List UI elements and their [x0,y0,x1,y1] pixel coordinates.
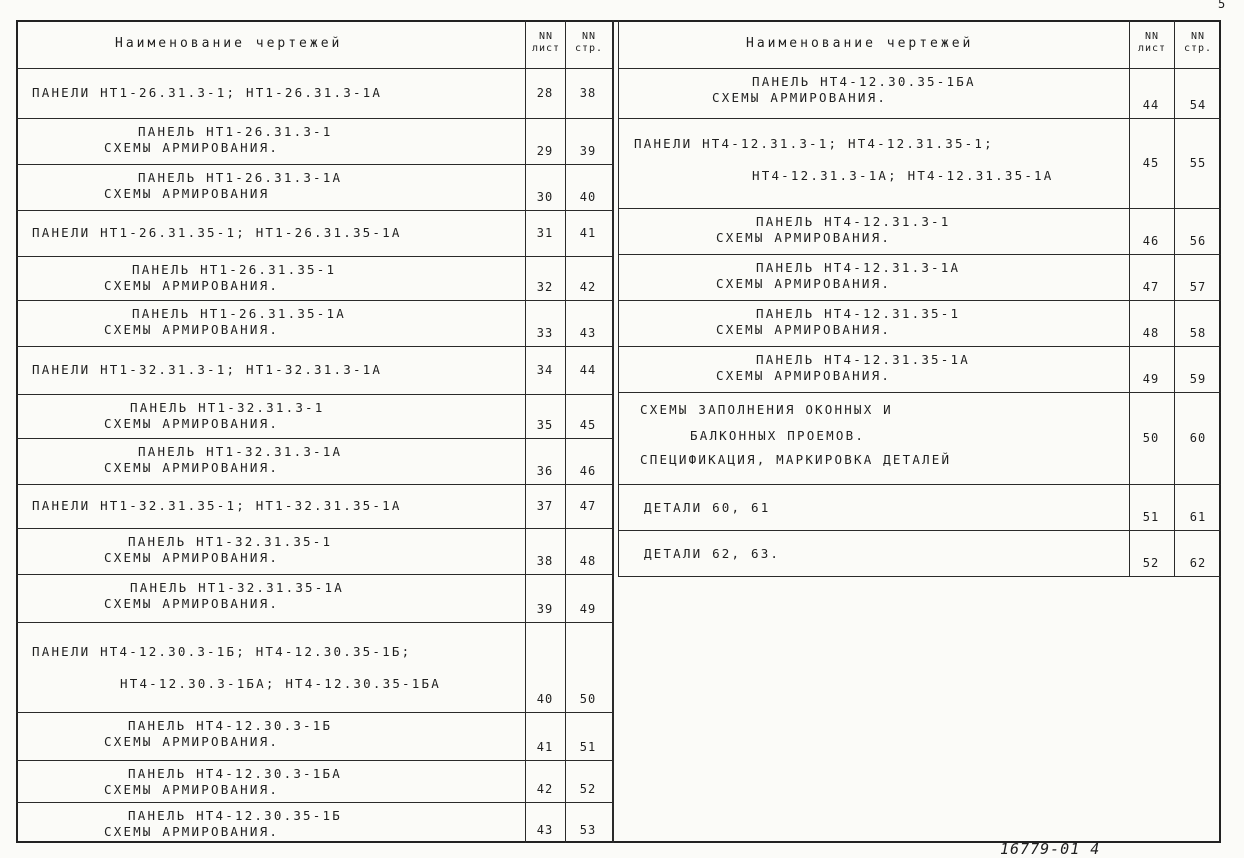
right-row-divider [618,530,1221,531]
left-row-divider [16,346,612,347]
left-row-sheet-number: 36 [536,464,554,478]
left-row-page-number: 53 [579,823,597,837]
right-row-title: ПАНЕЛЬ НТ4-12.31.3-1 [756,214,951,229]
left-row-page-number: 43 [579,326,597,340]
left-header-sheet: NN лист [531,31,561,54]
right-row-subtitle: НТ4-12.31.3-1А; НТ4-12.31.35-1А [752,168,1054,183]
left-row-subtitle: СХЕМЫ АРМИРОВАНИЯ. [104,460,280,475]
left-row-page-number: 50 [579,692,597,706]
left-row-sheet-number: 35 [536,418,554,432]
left-row-subtitle: СХЕМЫ АРМИРОВАНИЯ. [104,278,280,293]
middle-divider [612,20,614,843]
right-header-name: Наименование чертежей [746,36,974,51]
right-header-page: NN стр. [1183,31,1213,54]
right-row-page-number: 56 [1189,234,1207,248]
left-row-sheet-number: 31 [536,226,554,240]
left-row-page-number: 47 [579,499,597,513]
left-row-subtitle: СХЕМЫ АРМИРОВАНИЯ. [104,824,280,839]
left-row-sheet-number: 40 [536,692,554,706]
right-row-divider [618,208,1221,209]
right-row-subtitle: СХЕМЫ АРМИРОВАНИЯ. [716,368,892,383]
right-row-sheet-number: 45 [1142,156,1160,170]
right-col-divider-2 [1174,20,1175,576]
left-row-subtitle: СХЕМЫ АРМИРОВАНИЯ. [104,140,280,155]
right-row-sheet-number: 52 [1142,556,1160,570]
left-row-sheet-number: 32 [536,280,554,294]
left-row-page-number: 38 [579,86,597,100]
left-row-page-number: 41 [579,226,597,240]
left-row-subtitle: СХЕМЫ АРМИРОВАНИЯ. [104,596,280,611]
left-row-sheet-number: 33 [536,326,554,340]
right-row-subtitle: СХЕМЫ АРМИРОВАНИЯ. [716,322,892,337]
left-row-divider [16,528,612,529]
left-row-sheet-number: 37 [536,499,554,513]
right-row-sheet-number: 51 [1142,510,1160,524]
left-row-divider [16,300,612,301]
left-row-divider [16,394,612,395]
right-row-divider [618,484,1221,485]
left-row-page-number: 51 [579,740,597,754]
right-row-page-number: 62 [1189,556,1207,570]
left-row-subtitle: СХЕМЫ АРМИРОВАНИЯ. [104,416,280,431]
left-row-sheet-number: 38 [536,554,554,568]
right-row-sheet-number: 46 [1142,234,1160,248]
right-row-divider [618,392,1221,393]
left-row-divider [16,802,612,803]
right-header-sheet: NN лист [1137,31,1167,54]
right-table-bottom [618,576,1221,577]
drawing-number-stamp: 16779-01 4 [1000,840,1101,858]
right-row-page-number: 58 [1189,326,1207,340]
left-row-sheet-number: 39 [536,602,554,616]
right-row-page-number: 57 [1189,280,1207,294]
left-row-page-number: 48 [579,554,597,568]
left-row-divider [16,712,612,713]
left-row-subtitle: СХЕМЫ АРМИРОВАНИЯ. [104,550,280,565]
right-row-title: ДЕТАЛИ 60, 61 [644,500,771,515]
right-header-line [618,68,1221,69]
left-row-sheet-number: 42 [536,782,554,796]
left-row-page-number: 45 [579,418,597,432]
corner-mark: 5 [1218,0,1227,11]
right-row-title: ДЕТАЛИ 62, 63. [644,546,781,561]
right-row-sheet-number: 48 [1142,326,1160,340]
left-row-title: ПАНЕЛИ НТ1-26.31.35-1; НТ1-26.31.35-1А [32,225,402,240]
left-row-page-number: 46 [579,464,597,478]
left-row-divider [16,622,612,623]
left-row-title: ПАНЕЛЬ НТ1-26.31.3-1А [138,170,343,185]
right-row-subtitle-2: СПЕЦИФИКАЦИЯ, МАРКИРОВКА ДЕТАЛЕЙ [640,452,952,467]
left-row-title: ПАНЕЛИ НТ1-26.31.3-1; НТ1-26.31.3-1А [32,85,383,100]
left-row-divider [16,760,612,761]
right-row-subtitle: СХЕМЫ АРМИРОВАНИЯ. [712,90,888,105]
right-row-page-number: 59 [1189,372,1207,386]
right-row-divider [618,254,1221,255]
right-row-title: СХЕМЫ ЗАПОЛНЕНИЯ ОКОННЫХ И [640,402,893,417]
left-row-title: ПАНЕЛИ НТ4-12.30.3-1Б; НТ4-12.30.35-1Б; [32,644,412,659]
left-row-title: ПАНЕЛЬ НТ4-12.30.3-1БА [128,766,342,781]
right-row-subtitle: СХЕМЫ АРМИРОВАНИЯ. [716,276,892,291]
left-row-divider [16,118,612,119]
left-row-title: ПАНЕЛЬ НТ1-32.31.3-1А [138,444,343,459]
left-row-title: ПАНЕЛЬ НТ4-12.30.3-1Б [128,718,333,733]
left-row-sheet-number: 28 [536,86,554,100]
right-row-title: ПАНЕЛЬ НТ4-12.30.35-1БА [752,74,976,89]
left-header-line [16,68,612,69]
left-row-subtitle: СХЕМЫ АРМИРОВАНИЯ [104,186,270,201]
left-row-subtitle: СХЕМЫ АРМИРОВАНИЯ. [104,734,280,749]
right-row-sheet-number: 47 [1142,280,1160,294]
left-row-sheet-number: 30 [536,190,554,204]
right-row-page-number: 61 [1189,510,1207,524]
right-row-title: ПАНЕЛЬ НТ4-12.31.35-1А [756,352,970,367]
right-table-left-edge [618,20,619,576]
left-row-title: ПАНЕЛЬ НТ1-32.31.3-1 [130,400,325,415]
left-row-title: ПАНЕЛИ НТ1-32.31.3-1; НТ1-32.31.3-1А [32,362,383,377]
right-row-title: ПАНЕЛИ НТ4-12.31.3-1; НТ4-12.31.35-1; [634,136,994,151]
left-row-page-number: 40 [579,190,597,204]
right-row-divider [618,300,1221,301]
right-row-divider [618,118,1221,119]
left-row-title: ПАНЕЛЬ НТ1-26.31.35-1 [132,262,337,277]
left-row-divider [16,484,612,485]
left-row-title: ПАНЕЛЬ НТ1-32.31.35-1 [128,534,333,549]
right-row-sheet-number: 44 [1142,98,1160,112]
left-row-divider [16,574,612,575]
left-header-name: Наименование чертежей [115,36,343,51]
right-row-sheet-number: 50 [1142,431,1160,445]
left-row-title: ПАНЕЛЬ НТ1-32.31.35-1А [130,580,344,595]
right-row-divider [618,346,1221,347]
right-row-title: ПАНЕЛЬ НТ4-12.31.35-1 [756,306,961,321]
left-row-divider [16,210,612,211]
right-row-page-number: 55 [1189,156,1207,170]
right-row-sheet-number: 49 [1142,372,1160,386]
right-col-divider-1 [1129,20,1130,576]
left-row-page-number: 42 [579,280,597,294]
left-row-title: ПАНЕЛИ НТ1-32.31.35-1; НТ1-32.31.35-1А [32,498,402,513]
right-row-subtitle: БАЛКОННЫХ ПРОЕМОВ. [690,428,866,443]
right-row-subtitle: СХЕМЫ АРМИРОВАНИЯ. [716,230,892,245]
left-row-sheet-number: 34 [536,363,554,377]
left-row-sheet-number: 41 [536,740,554,754]
left-row-subtitle: СХЕМЫ АРМИРОВАНИЯ. [104,782,280,797]
left-row-divider [16,256,612,257]
right-row-page-number: 54 [1189,98,1207,112]
left-row-page-number: 49 [579,602,597,616]
right-row-page-number: 60 [1189,431,1207,445]
left-row-page-number: 44 [579,363,597,377]
left-row-subtitle: СХЕМЫ АРМИРОВАНИЯ. [104,322,280,337]
left-row-page-number: 39 [579,144,597,158]
left-row-subtitle: НТ4-12.30.3-1БА; НТ4-12.30.35-1БА [120,676,441,691]
left-row-page-number: 52 [579,782,597,796]
left-header-page: NN стр. [574,31,604,54]
right-row-title: ПАНЕЛЬ НТ4-12.31.3-1А [756,260,961,275]
left-row-title: ПАНЕЛЬ НТ1-26.31.35-1А [132,306,346,321]
left-row-divider [16,164,612,165]
left-row-title: ПАНЕЛЬ НТ4-12.30.35-1Б [128,808,342,823]
left-row-sheet-number: 43 [536,823,554,837]
left-col-divider-2 [565,20,566,843]
left-row-sheet-number: 29 [536,144,554,158]
left-row-title: ПАНЕЛЬ НТ1-26.31.3-1 [138,124,333,139]
left-row-divider [16,438,612,439]
